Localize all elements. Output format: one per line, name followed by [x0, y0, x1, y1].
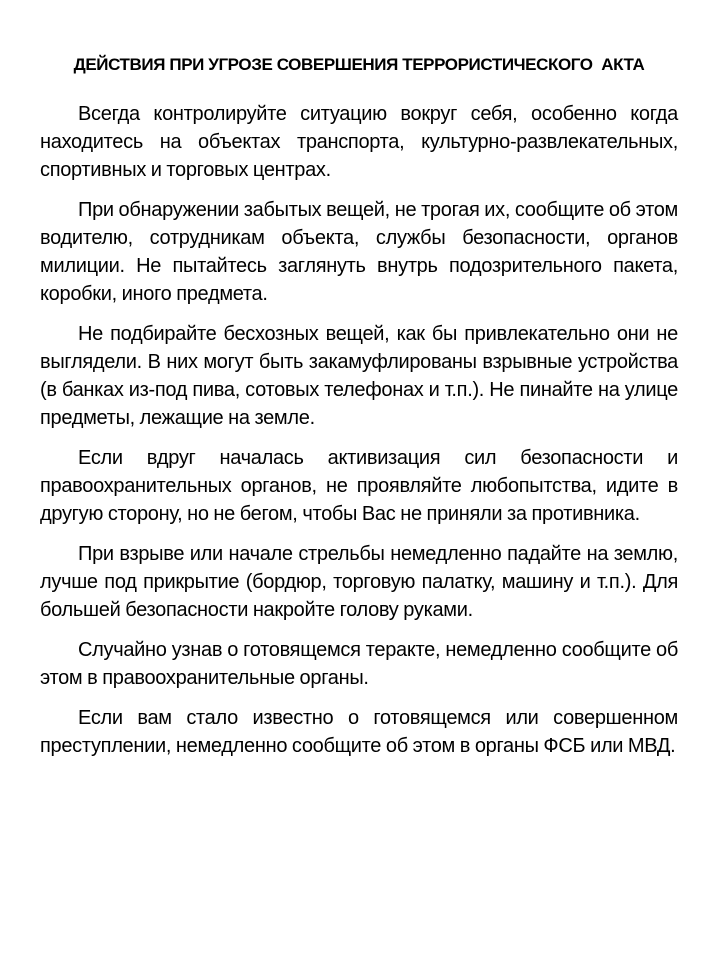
paragraph-unattended-items: Не подбирайте бесхозных вещей, как бы привлекательно они не выглядели. В них могут быть закамуфлированы взрывные устройства (в банках из-под пива, сотовых телефонах и т.п.). Не пинайте на улице предметы, лежащие на земле. — [40, 323, 678, 429]
paragraph-report-terror-attack: Случайно узнав о готовящемся теракте, немедленно сообщите об этом в правоохранительные органы. — [40, 639, 678, 689]
paragraph-report-crime: Если вам стало известно о готовящемся или совершенном преступлении, немедленно сообщите об этом в органы ФСБ или МВД. — [40, 707, 678, 757]
paragraph-forgotten-items: При обнаружении забытых вещей, не трогая их, сообщите об этом водителю, сотрудникам объекта, службы безопасности, органов милиции. Не пытайтесь заглянуть внутрь подозрительного пакета, коробки, иного предмета. — [40, 199, 678, 305]
paragraph-explosion-gunfire: При взрыве или начале стрельбы немедленно падайте на землю, лучше под прикрытие (бордюр, торговую палатку, машину и т.п.). Для большей безопасности накройте голову руками. — [40, 543, 678, 621]
paragraph-security-activity: Если вдруг началась активизация сил безопасности и правоохранительных органов, не проявляйте любопытства, идите в другую сторону, но не бегом, чтобы Вас не приняли за противника. — [40, 447, 678, 525]
document-title: ДЕЙСТВИЯ ПРИ УГРОЗЕ СОВЕРШЕНИЯ ТЕРРОРИСТИЧЕСКОГО АКТА — [73, 55, 645, 74]
paragraph-situation-awareness: Всегда контролируйте ситуацию вокруг себя, особенно когда находитесь на объектах транспорта, культурно-развлекательных, спортивных и торговых центрах. — [40, 103, 678, 181]
